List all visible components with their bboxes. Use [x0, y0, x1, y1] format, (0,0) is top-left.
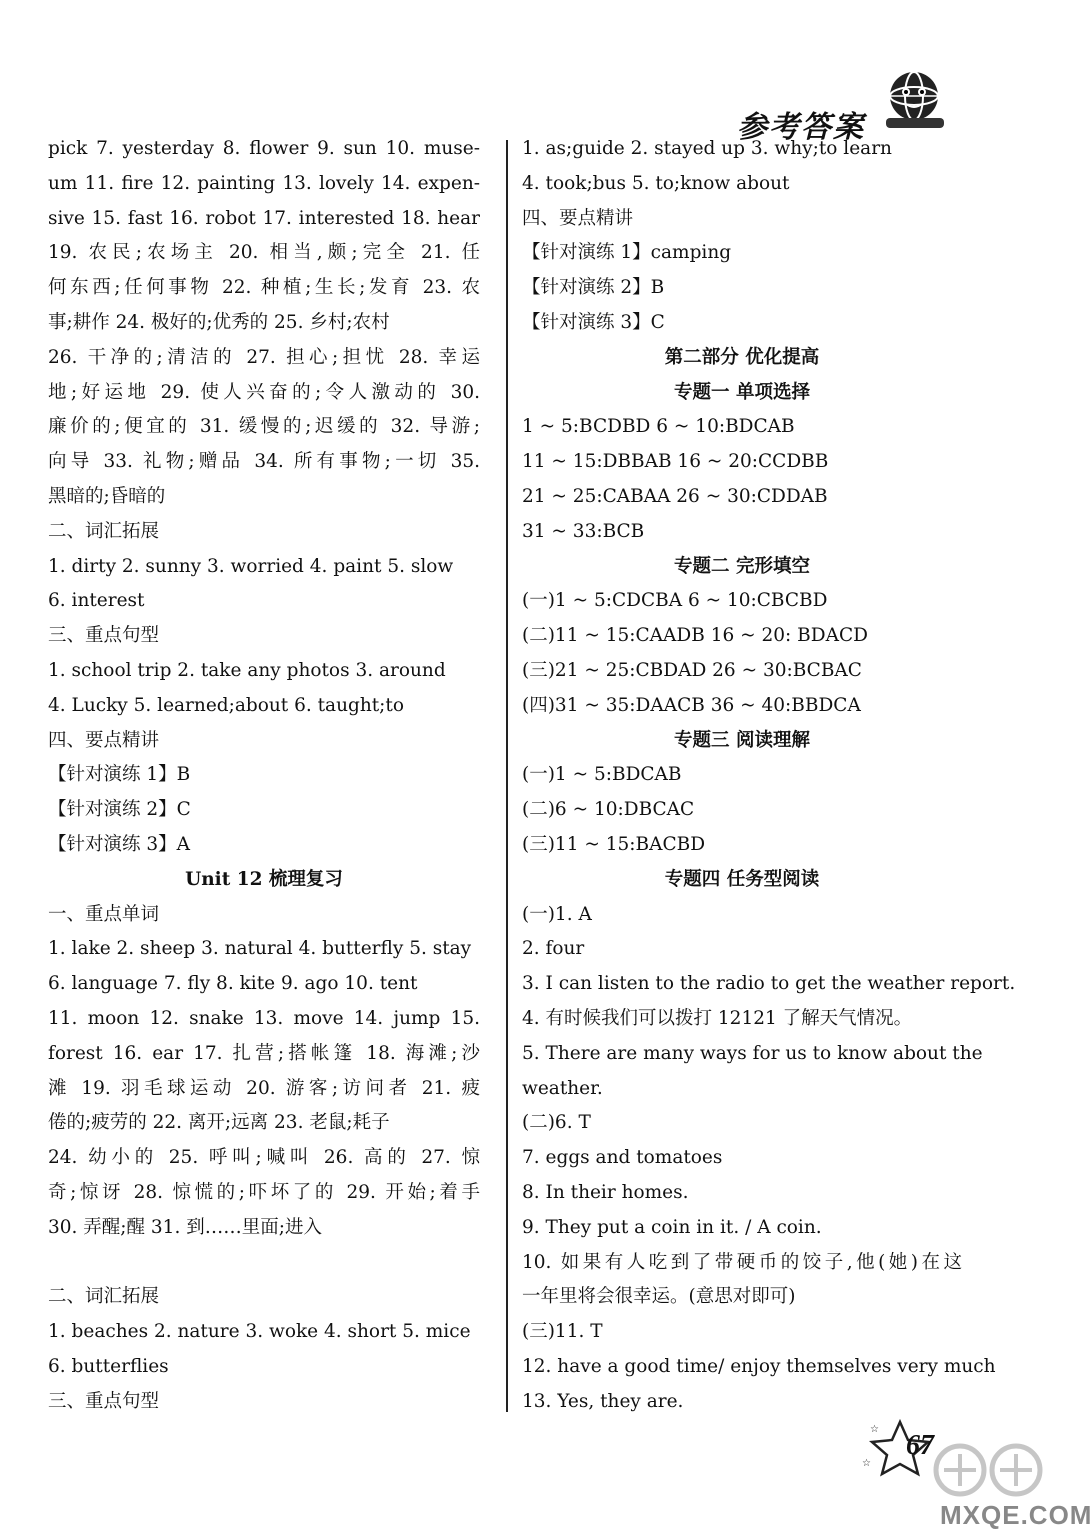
answer-line: 6. interest [48, 590, 145, 612]
answer-line: um 11. fire 12. painting 13. lovely 14. expen- [48, 172, 480, 194]
answer-line: (三)21 ~ 25:CBDAD 26 ~ 30:BCBAC [522, 659, 862, 681]
answer-line [48, 1246, 480, 1281]
answer-line: 地;好运地 29. 使人兴奋的;令人激动的 30. [48, 381, 480, 403]
answer-line: 1. school trip 2. take any photos 3. around [48, 659, 446, 681]
section-heading: 专题一 单项选择 [674, 381, 810, 403]
answer-line: 奇;惊讶 28. 惊慌的;吓坏了的 29. 开始;着手 [48, 1181, 480, 1203]
page-number: 67 [906, 1430, 934, 1461]
answer-line: 【针对演练 1】camping [522, 242, 732, 264]
answer-line: 一、重点单词 [48, 903, 160, 925]
answer-line: 一年里将会很幸运。(意思对即可) [522, 1286, 796, 1308]
watermark-text: MXQE.COM [940, 1500, 1092, 1530]
answer-line: sive 15. fast 16. robot 17. interested 18. hear [48, 207, 480, 229]
answer-line: 四、要点精讲 [522, 207, 634, 229]
answer-line: 黑暗的;昏暗的 [48, 485, 166, 507]
answer-line: 4. 有时候我们可以拨打 12121 了解天气情况。 [522, 1007, 913, 1029]
answer-line: 三、重点句型 [48, 625, 160, 647]
answer-line: 向导 33. 礼物;赠品 34. 所有事物;一切 35. [48, 451, 480, 473]
answer-line: 1. as;guide 2. stayed up 3. why;to learn [522, 138, 892, 159]
answer-line: 11 ~ 15:DBBAB 16 ~ 20:CCDBB [522, 451, 829, 473]
answer-line: 12. have a good time/ enjoy themselves very much [522, 1355, 996, 1377]
answer-line: 6. language 7. fly 8. kite 9. ago 10. tent [48, 973, 418, 995]
answer-line: 何东西;任何事物 22. 种植;生长;发育 23. 农 [48, 277, 480, 299]
answer-line: 三、重点句型 [48, 1390, 160, 1412]
answer-line: 21 ~ 25:CABAA 26 ~ 30:CDDAB [522, 485, 828, 507]
answer-line: (二)6. T [522, 1112, 591, 1134]
answer-line: 10. 如果有人吃到了带硬币的饺子,他(她)在这 [522, 1251, 962, 1273]
answer-line: 19. 农民;农场主 20. 相当,颇;完全 21. 任 [48, 242, 480, 264]
globe-mascot-icon [866, 66, 966, 132]
answer-line: (一)1 ~ 5:BDCAB [522, 764, 682, 786]
answer-line: 二、词汇拓展 [48, 1286, 160, 1308]
answer-line: 1. dirty 2. sunny 3. worried 4. paint 5. slow [48, 555, 454, 577]
answer-line: 【针对演练 3】C [522, 311, 665, 333]
left-column [48, 132, 480, 1419]
answer-line: 滩 19. 羽毛球运动 20. 游客;访问者 21. 疲 [48, 1077, 480, 1099]
header-title: 参考答案 [737, 110, 865, 145]
answer-line: 【针对演练 1】B [48, 764, 191, 786]
svg-text:☆: ☆ [862, 1458, 871, 1469]
answer-line: pick 7. yesterday 8. flower 9. sun 10. muse- [48, 138, 480, 159]
section-heading: 专题三 阅读理解 [674, 729, 810, 751]
answer-line: 【针对演练 2】B [522, 277, 665, 299]
answer-line: 【针对演练 2】C [48, 799, 191, 821]
answer-line: 3. I can listen to the radio to get the weather report. [522, 973, 1016, 995]
answer-line: 24. 幼小的 25. 呼叫;喊叫 26. 高的 27. 惊 [48, 1147, 480, 1169]
answer-line: 四、要点精讲 [48, 729, 160, 751]
answer-line: 廉价的;便宜的 31. 缓慢的;迟缓的 32. 导游; [48, 416, 480, 438]
answer-line: (一)1. A [522, 903, 592, 925]
answer-line: (三)11. T [522, 1321, 603, 1343]
answer-line: (三)11 ~ 15:BACBD [522, 833, 706, 855]
answer-line: 8. In their homes. [522, 1181, 689, 1203]
answer-line: 【针对演练 3】A [48, 833, 191, 855]
answer-line: 6. butterflies [48, 1355, 169, 1377]
section-heading: 专题二 完形填空 [674, 555, 810, 577]
answer-line: 30. 弄醒;醒 31. 到……里面;进入 [48, 1216, 322, 1238]
answer-line: 1. lake 2. sheep 3. natural 4. butterfly 5. stay [48, 938, 472, 960]
answer-line: 4. took;bus 5. to;know about [522, 172, 790, 194]
column-divider [506, 140, 508, 1412]
answer-line: 7. eggs and tomatoes [522, 1147, 723, 1169]
answer-line: (二)6 ~ 10:DBCAC [522, 799, 695, 821]
answer-line: 13. Yes, they are. [522, 1390, 684, 1412]
answer-line: 26. 干净的;清洁的 27. 担心;担忧 28. 幸运 [48, 346, 480, 368]
answer-line: 二、词汇拓展 [48, 520, 160, 542]
answer-line: 4. Lucky 5. learned;about 6. taught;to [48, 694, 404, 716]
answer-line: (二)11 ~ 15:CAADB 16 ~ 20: BDACD [522, 625, 868, 647]
answer-line: 31 ~ 33:BCB [522, 520, 645, 542]
right-column [522, 132, 1016, 1419]
answer-line: 1. beaches 2. nature 3. woke 4. short 5. mice [48, 1321, 471, 1343]
svg-text:☆: ☆ [870, 1424, 879, 1435]
section-heading: Unit 12 梳理复习 [185, 868, 343, 890]
answer-line: forest 16. ear 17. 扎营;搭帐篷 18. 海滩;沙 [48, 1042, 480, 1064]
answer-line: 2. four [522, 938, 585, 960]
answer-line: 1 ~ 5:BCDBD 6 ~ 10:BDCAB [522, 416, 795, 438]
answer-line: (四)31 ~ 35:DAACB 36 ~ 40:BBDCA [522, 694, 861, 716]
answer-line: weather. [522, 1077, 603, 1099]
section-heading: 专题四 任务型阅读 [664, 868, 820, 890]
answer-line: 倦的;疲劳的 22. 离开;远离 23. 老鼠;耗子 [48, 1112, 390, 1134]
section-heading: 第二部分 优化提高 [664, 346, 820, 368]
answer-line: (一)1 ~ 5:CDCBA 6 ~ 10:CBCBD [522, 590, 828, 612]
answer-line: 5. There are many ways for us to know about the [522, 1042, 983, 1064]
answer-line: 事;耕作 24. 极好的;优秀的 25. 乡村;农村 [48, 311, 390, 333]
answer-line: 9. They put a coin in it. / A coin. [522, 1216, 822, 1238]
answer-line: 11. moon 12. snake 13. move 14. jump 15. [48, 1007, 480, 1029]
